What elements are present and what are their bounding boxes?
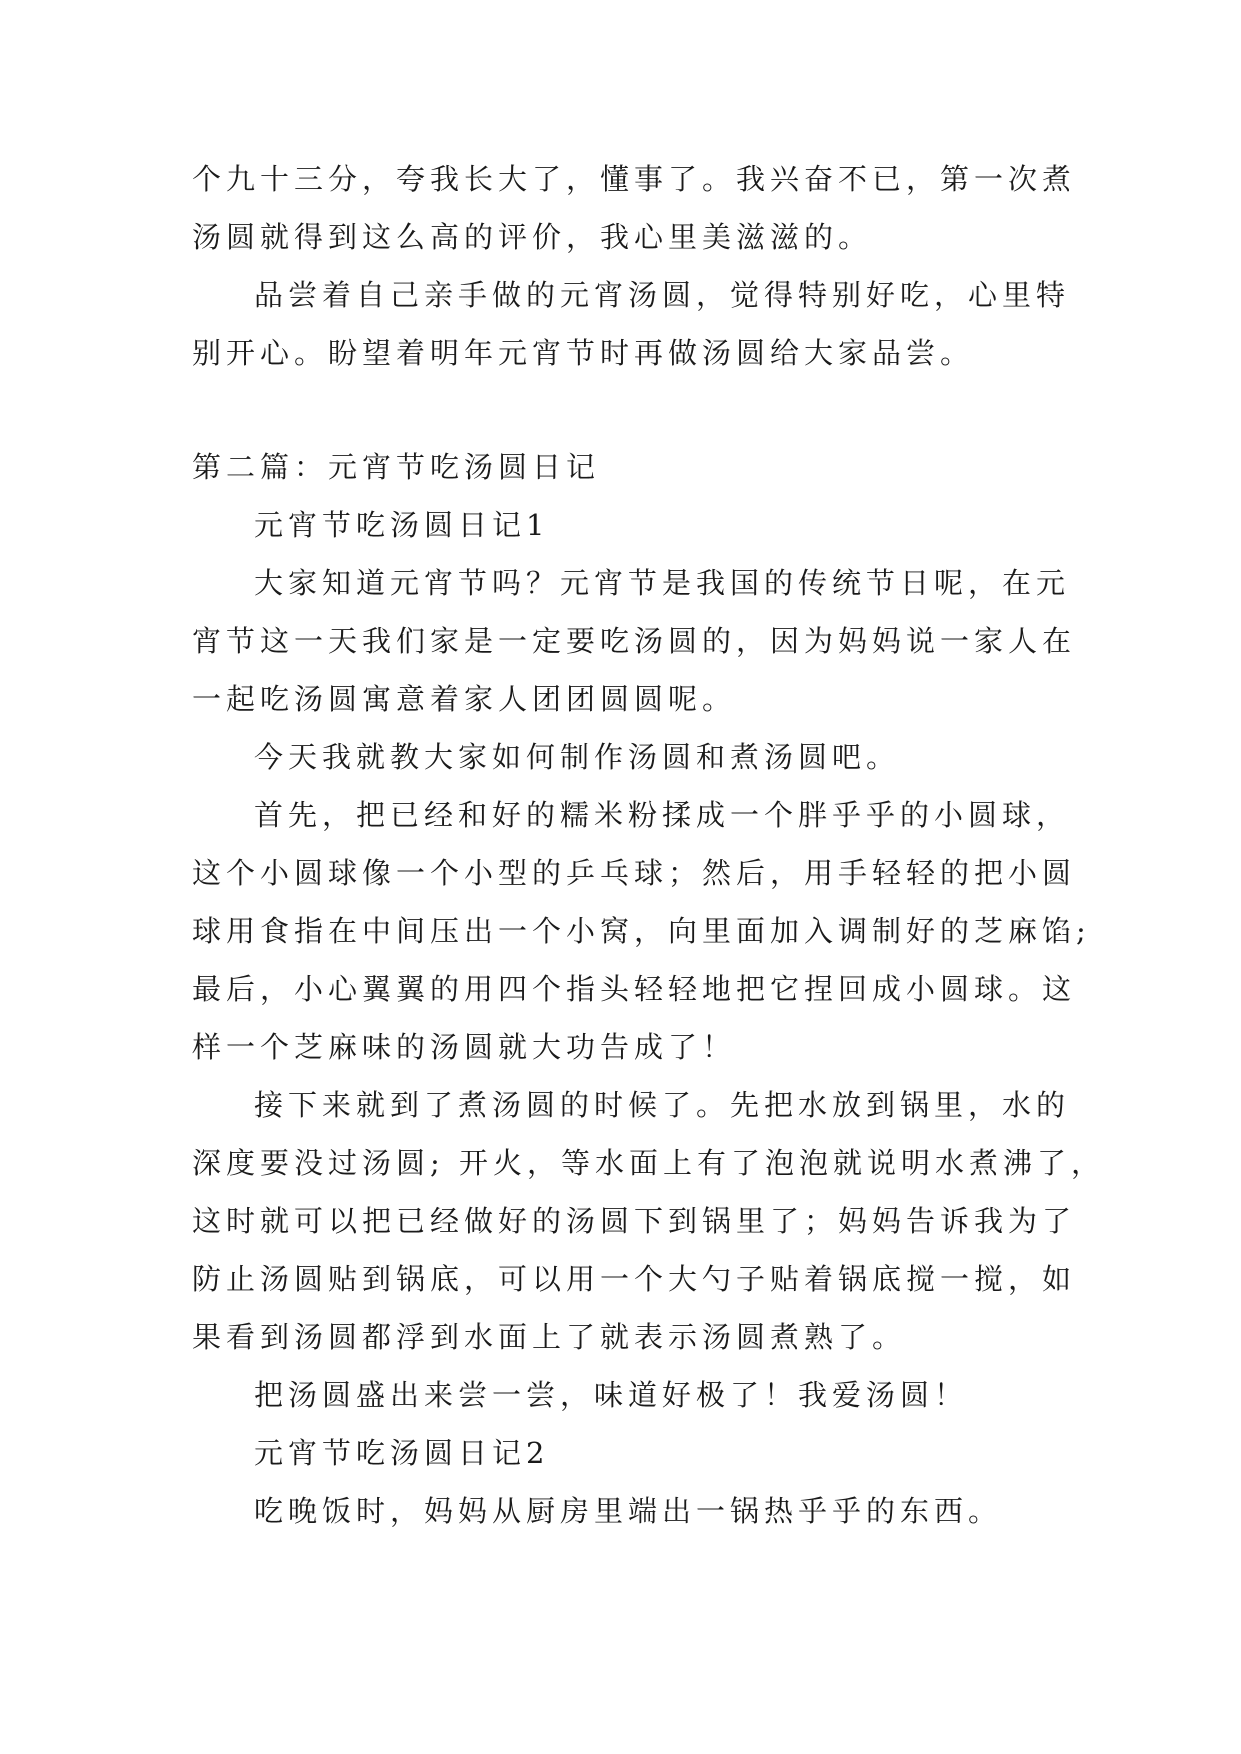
entry-title: 元宵节吃汤圆日记1 xyxy=(254,508,550,542)
entry-title: 元宵节吃汤圆日记2 xyxy=(254,1436,550,1470)
text-line: 个九十三分，夸我长大了，懂事了。我兴奋不已，第一次煮 xyxy=(192,162,1077,196)
text-line: 接下来就到了煮汤圆的时候了。先把水放到锅里，水的 xyxy=(254,1088,1071,1122)
text-line: 首先，把已经和好的糯米粉揉成一个胖乎乎的小圆球， xyxy=(254,798,1071,832)
text-line: 防止汤圆贴到锅底，可以用一个大勺子贴着锅底搅一搅，如 xyxy=(192,1262,1077,1296)
text-line: 最后，小心翼翼的用四个指头轻轻地把它捏回成小圆球。这 xyxy=(192,972,1077,1006)
text-line: 宵节这一天我们家是一定要吃汤圆的，因为妈妈说一家人在 xyxy=(192,624,1077,658)
text-line: 汤圆就得到这么高的评价，我心里美滋滋的。 xyxy=(192,220,873,254)
text-line: 深度要没过汤圆; 开火，等水面上有了泡泡就说明水煮沸了， xyxy=(192,1146,1105,1180)
text-line: 把汤圆盛出来尝一尝，味道好极了！我爱汤圆！ xyxy=(254,1378,969,1412)
text-line: 大家知道元宵节吗？元宵节是我国的传统节日呢，在元 xyxy=(254,566,1071,600)
section-heading: 第二篇：元宵节吃汤圆日记 xyxy=(192,450,601,484)
text-line: 别开心。盼望着明年元宵节时再做汤圆给大家品尝。 xyxy=(192,336,975,370)
text-line: 吃晚饭时，妈妈从厨房里端出一锅热乎乎的东西。 xyxy=(254,1494,1003,1528)
text-line: 一起吃汤圆寓意着家人团团圆圆呢。 xyxy=(192,682,737,716)
text-line: 球用食指在中间压出一个小窝，向里面加入调制好的芝麻馅; xyxy=(192,914,1091,948)
text-line: 果看到汤圆都浮到水面上了就表示汤圆煮熟了。 xyxy=(192,1320,907,1354)
text-line: 品尝着自己亲手做的元宵汤圆，觉得特别好吃，心里特 xyxy=(254,278,1071,312)
document-body xyxy=(192,160,1105,1550)
text-line: 这个小圆球像一个小型的乒乓球；然后，用手轻轻的把小圆 xyxy=(192,856,1077,890)
text-line: 这时就可以把已经做好的汤圆下到锅里了；妈妈告诉我为了 xyxy=(192,1204,1077,1238)
text-line: 今天我就教大家如何制作汤圆和煮汤圆吧。 xyxy=(254,740,901,774)
text-line: 样一个芝麻味的汤圆就大功告成了！ xyxy=(192,1030,737,1064)
section-spacer xyxy=(192,392,1062,448)
